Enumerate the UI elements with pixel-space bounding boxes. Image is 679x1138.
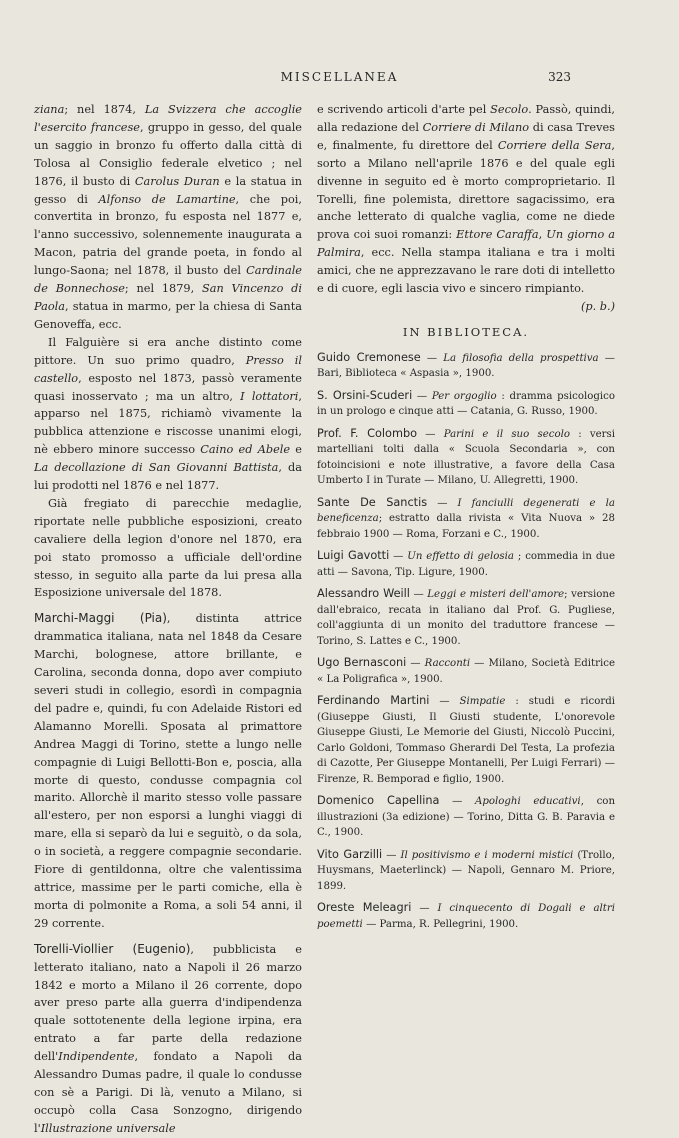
right-column: [317, 101, 615, 938]
book-author: Ugo Bernasconi: [317, 656, 407, 670]
book-author: Ferdinando Martini: [317, 694, 430, 708]
book-entry: Domenico Capellina — Apologhi educativi, con illustrazioni (3a edizione) — Torino, Ditta G. B. Paravia e C., 1900.: [317, 794, 615, 839]
book-entry: Alessandro Weill — Leggi e misteri dell'amore; versione dall'ebraico, recata in italiano dal Prof. G. Pugliese, coll'aggiunta di un monito del traduttore francese — Torino, S. Lattes e C., 1900.: [317, 587, 616, 647]
entry-name: Marchi-Maggi (Pia): [34, 611, 167, 626]
book-title: Apologhi educativi: [475, 796, 581, 808]
paragraph-falguiere-honors: Già fregiato di parecchie medaglie, riportate nelle pubbliche esposizioni, creato cavaliere della legion d'onore nel 1870, era poi stato promosso a ufficiale dell'ordine stesso, in seguito alla parte da lui presa alla Esposizione universale del 1878.: [34, 496, 302, 600]
paragraph-falguiere-works: ziana; nel 1874, La Svizzera che accoglie l'esercito francese, gruppo in gesso, del quale un saggio in bronzo fu offerto dalla città di Tolosa al Consiglio federale elvetico ; nel 1876, il busto di Carolus Duran e la statua in gesso di Alfonso de Lamartine, che poi, convertita in bronzo, fu esposta nel 1877 e, l'anno successivo, solennemente inaugurata a Macon, patria del grande poeta, in fondo al lungo-Saona; nel 1878, il busto del Cardinale de Bonnechose; nel 1879, San Vincenzo di Paola, statua in marmo, per la chiesa di Santa Genoveffa, ecc.: [34, 103, 302, 331]
book-title: Un effetto di gelosia: [407, 551, 514, 563]
book-entry: Prof. F. Colombo — Parini e il suo secolo : versi martelliani tolti dalla « Scuola Secondaria », con fotoincisioni e note illustrative, a favore della Casa Umberto I in Turate — Milano, U. Allegretti, 1900.: [317, 426, 615, 487]
book-title: Simpatie: [459, 696, 506, 708]
entry-name: Torelli-Viollier (Eugenio): [34, 941, 191, 956]
book-title: Parini e il suo secolo: [443, 428, 570, 440]
left-column: [34, 101, 302, 1138]
book-entry: Guido Cremonese — La filosofia della prospettiva — Bari, Biblioteca « Aspasia », 1900.: [317, 350, 615, 380]
book-entry: S. Orsini-Scuderi — Per orgoglio : dramma psicologico in un prologo e cinque atti — Catania, G. Russo, 1900.: [317, 388, 615, 418]
book-entry: Ugo Bernasconi — Racconti — Milano, Società Editrice « La Poligrafica », 1900.: [317, 656, 615, 685]
book-entry: Sante De Sanctis — I fanciulli degenerati e la beneficenza; estratto dalla rivista « Vita Nuova » 28 febbraio 1900 — Roma, Forzani e C., 1900.: [317, 495, 615, 540]
book-author: Alessandro Weill: [317, 587, 410, 601]
book-author: Prof. F. Colombo: [317, 426, 418, 440]
book-entry: Vito Garzilli — Il positivismo e i moderni mistici (Trollo, Huysmans, Maeterlinck) — Napoli, Gennaro M. Priore, 1899.: [317, 847, 615, 892]
section-heading: IN BIBLIOTECA.: [402, 324, 530, 339]
book-title: I fanciulli degenerati e la beneficenza: [317, 497, 615, 525]
page-header: [0, 70, 679, 90]
page-number: 323: [548, 70, 571, 84]
book-author: Oreste Meleagri: [317, 901, 412, 915]
obituary-torelli-viollier: Torelli-Viollier (Eugenio), pubblicista e letterato italiano, nato a Napoli il 26 marzo 1842 e morto a Milano il 26 corrente, dopo aver preso parte alla guerra d'indipendenza quale sottotenente della legione irpina, era entrato a far parte della redazione dell'Indipendente, fondato a Napoli da Alessandro Dumas padre, il quale lo condusse con sè a Parigi. Di là, venuto a Milano, si occupò colla Casa Sonzogno, dirigendo l'Illustrazione universale: [34, 941, 302, 1135]
book-author: Luigi Gavotti: [317, 549, 390, 563]
book-title: Per orgoglio: [431, 390, 497, 402]
book-title: I cinquecento di Dogali e altri poemetti: [317, 903, 615, 930]
book-title: La filosofia della prospettiva: [443, 352, 599, 364]
book-entry: Oreste Meleagri — I cinquecento di Dogali e altri poemetti — Parma, R. Pellegrini, 1900.: [317, 901, 615, 930]
book-author: Vito Garzilli: [317, 847, 383, 861]
running-title: MISCELLANEA: [280, 70, 399, 84]
book-title: Racconti: [424, 658, 471, 670]
book-list: [317, 350, 615, 933]
book-entry: Luigi Gavotti — Un effetto di gelosia ; commedia in due atti — Savona, Tip. Ligure, 1900.: [317, 549, 615, 578]
paragraph-torelli-continued: e scrivendo articoli d'arte pel Secolo. Passò, quindi, alla redazione del Corriere di Milano di casa Treves e, finalmente, fu direttore del Corriere della Sera, sorto a Milano nell'aprile 1876 e del quale egli divenne in seguito ed è morto comproprietario. Il Torelli, fine polemista, direttore sagacissimo, era anche letterato di qualche vaglia, come ne diede prova coi suoi romanzi: Ettore Caraffa, Un giorno a Palmira, ecc. Nella stampa italiana e tra i molti amici, che ne apprezzavano le rare doti di intelletto e di cuore, egli lascia vivo e sincero rimpianto.: [317, 103, 616, 296]
book-title: Il positivismo e i moderni mistici: [400, 849, 574, 861]
book-author: Guido Cremonese: [317, 350, 421, 364]
book-entry: Ferdinando Martini — Simpatie : studi e ricordi (Giuseppe Giusti, Il Giusti studente, L'onorevole Giuseppe Giusti, Le Memorie del Giusti, Niccolò Puccini, Carlo Goldoni, Tommaso Gherardi Del Testa, La profezia di Cazotte, Per Giuseppe Montanelli, Per Luigi Ferrari) — Firenze, R. Bemporad e figlio, 1900.: [317, 694, 615, 785]
book-author: Sante De Sanctis: [317, 495, 428, 509]
book-author: Domenico Capellina: [317, 794, 440, 808]
paragraph-falguiere-painter: Il Falguière si era anche distinto come pittore. Un suo primo quadro, Presso il castello, esposto nel 1873, passò veramente quasi inosservato ; ma un altro, I lottatori, apparso nel 1875, richiamò vivamente la pubblica attenzione e riscosse unanimi elogi, nè ebbero minore successo Caino ed Abele e La decollazione di San Giovanni Battista, da lui prodotti nel 1876 e nel 1877.: [34, 335, 302, 493]
obituary-marchi-maggi: Marchi-Maggi (Pia), distinta attrice drammatica italiana, nata nel 1848 da Cesare Marchi, bolognese, attore brillante, e Carolina, seconda donna, dopo aver compiuto severi studi in collegio, esordì in compagnia del padre e, quindi, fu con Adelaide Ristori ed Alamanno Morelli. Sposata al primattore Andrea Maggi di Torino, stette a lungo nelle compagnie di Luigi Bellotti-Bon e, poscia, alla morte di questo, condusse compagnia col marito. Allorchè il marito stesso volle passare all'estero, per non esporsi a lunghi viaggi di mare, ella si separò da lui e seguitò, o da sola, o in società, a reggere compagnie secondarie. Fiore di gentildonna, oltre che valentissima attrice, massime per le parti comiche, ella è morta di polmonite a Roma, a soli 54 anni, il 29 corrente.: [34, 611, 302, 930]
book-title: Leggi e misteri dell'amore: [427, 589, 565, 601]
author-signature: (p. b.): [580, 299, 615, 313]
book-author: S. Orsini-Scuderi: [317, 388, 413, 402]
